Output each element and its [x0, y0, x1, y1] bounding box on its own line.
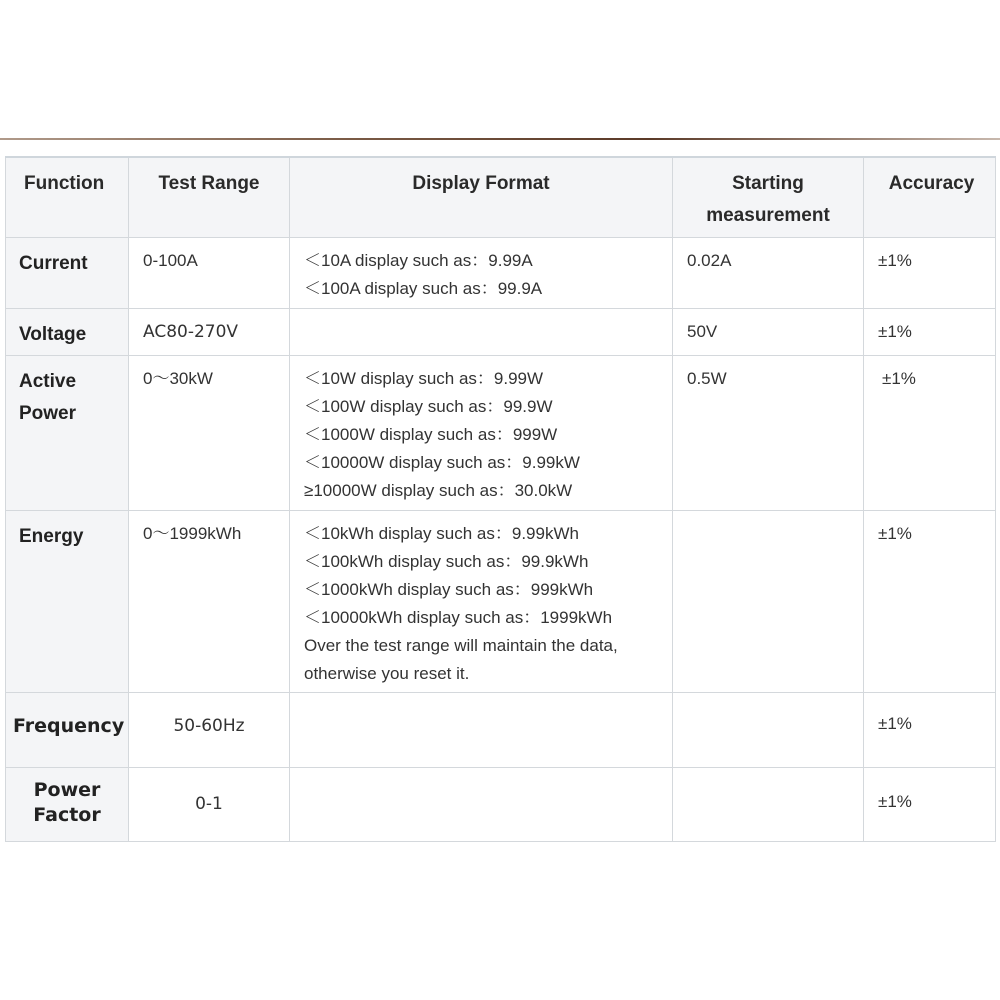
start-current: 0.02A: [673, 237, 864, 308]
header-test-range: Test Range: [129, 157, 290, 237]
start-voltage: 50V: [673, 308, 864, 355]
display-line: ＜10000kWh display such as：1999kWh: [304, 607, 613, 627]
function-active-line1: Active: [19, 370, 77, 392]
header-starting-line1: Starting: [732, 173, 804, 194]
display-frequency: [290, 692, 673, 767]
display-line: ＜10000W display such as：9.99kW: [304, 452, 580, 472]
accuracy-current: ±1%: [864, 237, 996, 308]
start-frequency: [673, 692, 864, 767]
header-function: Function: [6, 157, 129, 237]
function-active-power: [6, 355, 129, 510]
display-energy: [290, 510, 673, 692]
display-line: ≥10000W display such as：30.0kW: [304, 480, 573, 500]
function-frequency: Frequency: [6, 692, 129, 767]
function-pf-line2: Factor: [33, 803, 101, 826]
table-row-active-power: [6, 355, 996, 510]
function-energy: Energy: [6, 510, 129, 692]
range-energy: 0～1999kWh: [129, 510, 290, 692]
display-line: ＜1000kWh display such as：999kWh: [304, 579, 594, 599]
range-voltage: AC80-270V: [129, 308, 290, 355]
function-current: Current: [6, 237, 129, 308]
spec-table: [5, 156, 996, 842]
accuracy-power-factor: ±1%: [864, 767, 996, 841]
start-energy: [673, 510, 864, 692]
display-line: ＜100A display such as：99.9A: [304, 278, 543, 298]
function-power-factor: [6, 767, 129, 841]
header-starting-measurement: [673, 157, 864, 237]
function-voltage: Voltage: [6, 308, 129, 355]
top-divider: [0, 138, 1000, 140]
range-power-factor: 0-1: [129, 767, 290, 841]
display-line: ＜100W display such as：99.9W: [304, 396, 553, 416]
start-active-power: 0.5W: [673, 355, 864, 510]
range-frequency: 50-60Hz: [129, 692, 290, 767]
function-active-line2: Power: [19, 402, 77, 424]
display-note: otherwise you reset it.: [304, 663, 470, 683]
range-active-power: 0～30kW: [129, 355, 290, 510]
display-power-factor: [290, 767, 673, 841]
table-row-power-factor: [6, 767, 996, 841]
header-display-format: Display Format: [290, 157, 673, 237]
display-note: Over the test range will maintain the data,: [304, 635, 618, 655]
table-row-voltage: [6, 308, 996, 355]
accuracy-active-power: ±1%: [864, 355, 996, 510]
function-pf-line1: Power: [33, 778, 101, 801]
display-line: ＜100kWh display such as：99.9kWh: [304, 551, 589, 571]
table-row-energy: [6, 510, 996, 692]
display-line: ＜10kWh display such as：9.99kWh: [304, 523, 579, 543]
display-line: ＜1000W display such as：999W: [304, 424, 558, 444]
display-line: ＜10A display such as：9.99A: [304, 250, 533, 270]
display-current: [290, 237, 673, 308]
table-row-current: [6, 237, 996, 308]
accuracy-voltage: ±1%: [864, 308, 996, 355]
display-line: ＜10W display such as：9.99W: [304, 368, 544, 388]
range-current: 0-100A: [129, 237, 290, 308]
table-header-row: [6, 157, 996, 237]
display-active-power: [290, 355, 673, 510]
accuracy-frequency: ±1%: [864, 692, 996, 767]
accuracy-energy: ±1%: [864, 510, 996, 692]
display-voltage: [290, 308, 673, 355]
header-starting-line2: measurement: [706, 205, 830, 226]
start-power-factor: [673, 767, 864, 841]
table-row-frequency: [6, 692, 996, 767]
header-accuracy: Accuracy: [864, 157, 996, 237]
